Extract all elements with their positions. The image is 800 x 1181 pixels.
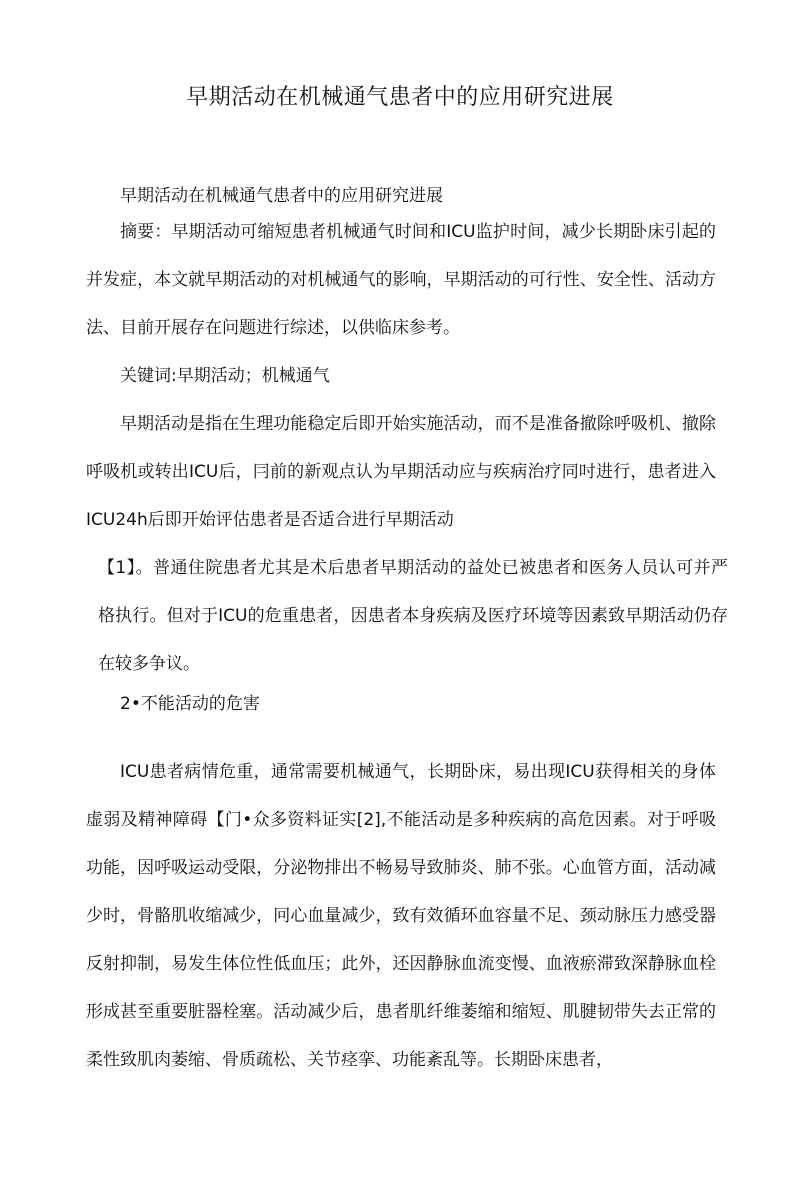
abstract-paragraph: 摘要：早期活动可缩短患者机械通气时间和ICU监护时间，减少长期卧床引起的并发症，本文就早期活动的对机械通气的影响，早期活动的可行性、安全性、活动方法、目前开展存在问题进行综述，以供临床参考。 [86, 222, 716, 338]
document-title: 早期活动在机械通气患者中的应用研究进展 [186, 85, 614, 110]
intro-paragraph: 早期活动是指在生理功能稳定后即开始实施活动，而不是准备撤除呼吸机、撤除呼吸机或转出ICU后，冃前的新观点认为早期活动应与疾病治疗同吋进行，患者进入ICU24h后即开始评估患者是否适合进行早期活动 [86, 414, 716, 530]
reference-paragraph: 【1】。普通住院患者尤其是术后患者早期活动的益处已被患者和医务人员认可并严格执行。但对于ICU的危重患者，因患者本身疾病及医疗环境等因素致早期活动仍存在较多争议。 [98, 558, 728, 674]
document-subtitle: 早期活动在机械通气患者中的应用研究进展 [120, 186, 443, 206]
keywords-line: 关键词:早期活动；机械通气 [120, 366, 330, 386]
section-heading: 2•不能活动的危害 [120, 694, 260, 714]
section-paragraph: ICU患者病情危重，通常需要机械通气，长期卧床，易出现ICU获得相关的身体虚弱及精神障碍【门•众多资料证实[2],不能活动是多种疾病的高危因素。对于呼吸功能，因呼吸运动受限，分泌物排出不畅易导致肺炎、肺不张。心血管方面，活动减少时，骨骼肌收缩减少，冋心血量减少，致有效循环血容量不足、颈动脉压力感受器反射抑制，易发生体位性低血压；此外，还因静脉血流变慢、血液瘀滞致深静脉血栓形成甚至重要脏器栓塞。活动减少后，患者肌纤维萎缩和缩短、肌腱韧带失去正常的柔性致肌肉萎缩、骨质疏松、关节痉挛、功能紊乱等。长期卧床患者， [86, 762, 716, 1070]
